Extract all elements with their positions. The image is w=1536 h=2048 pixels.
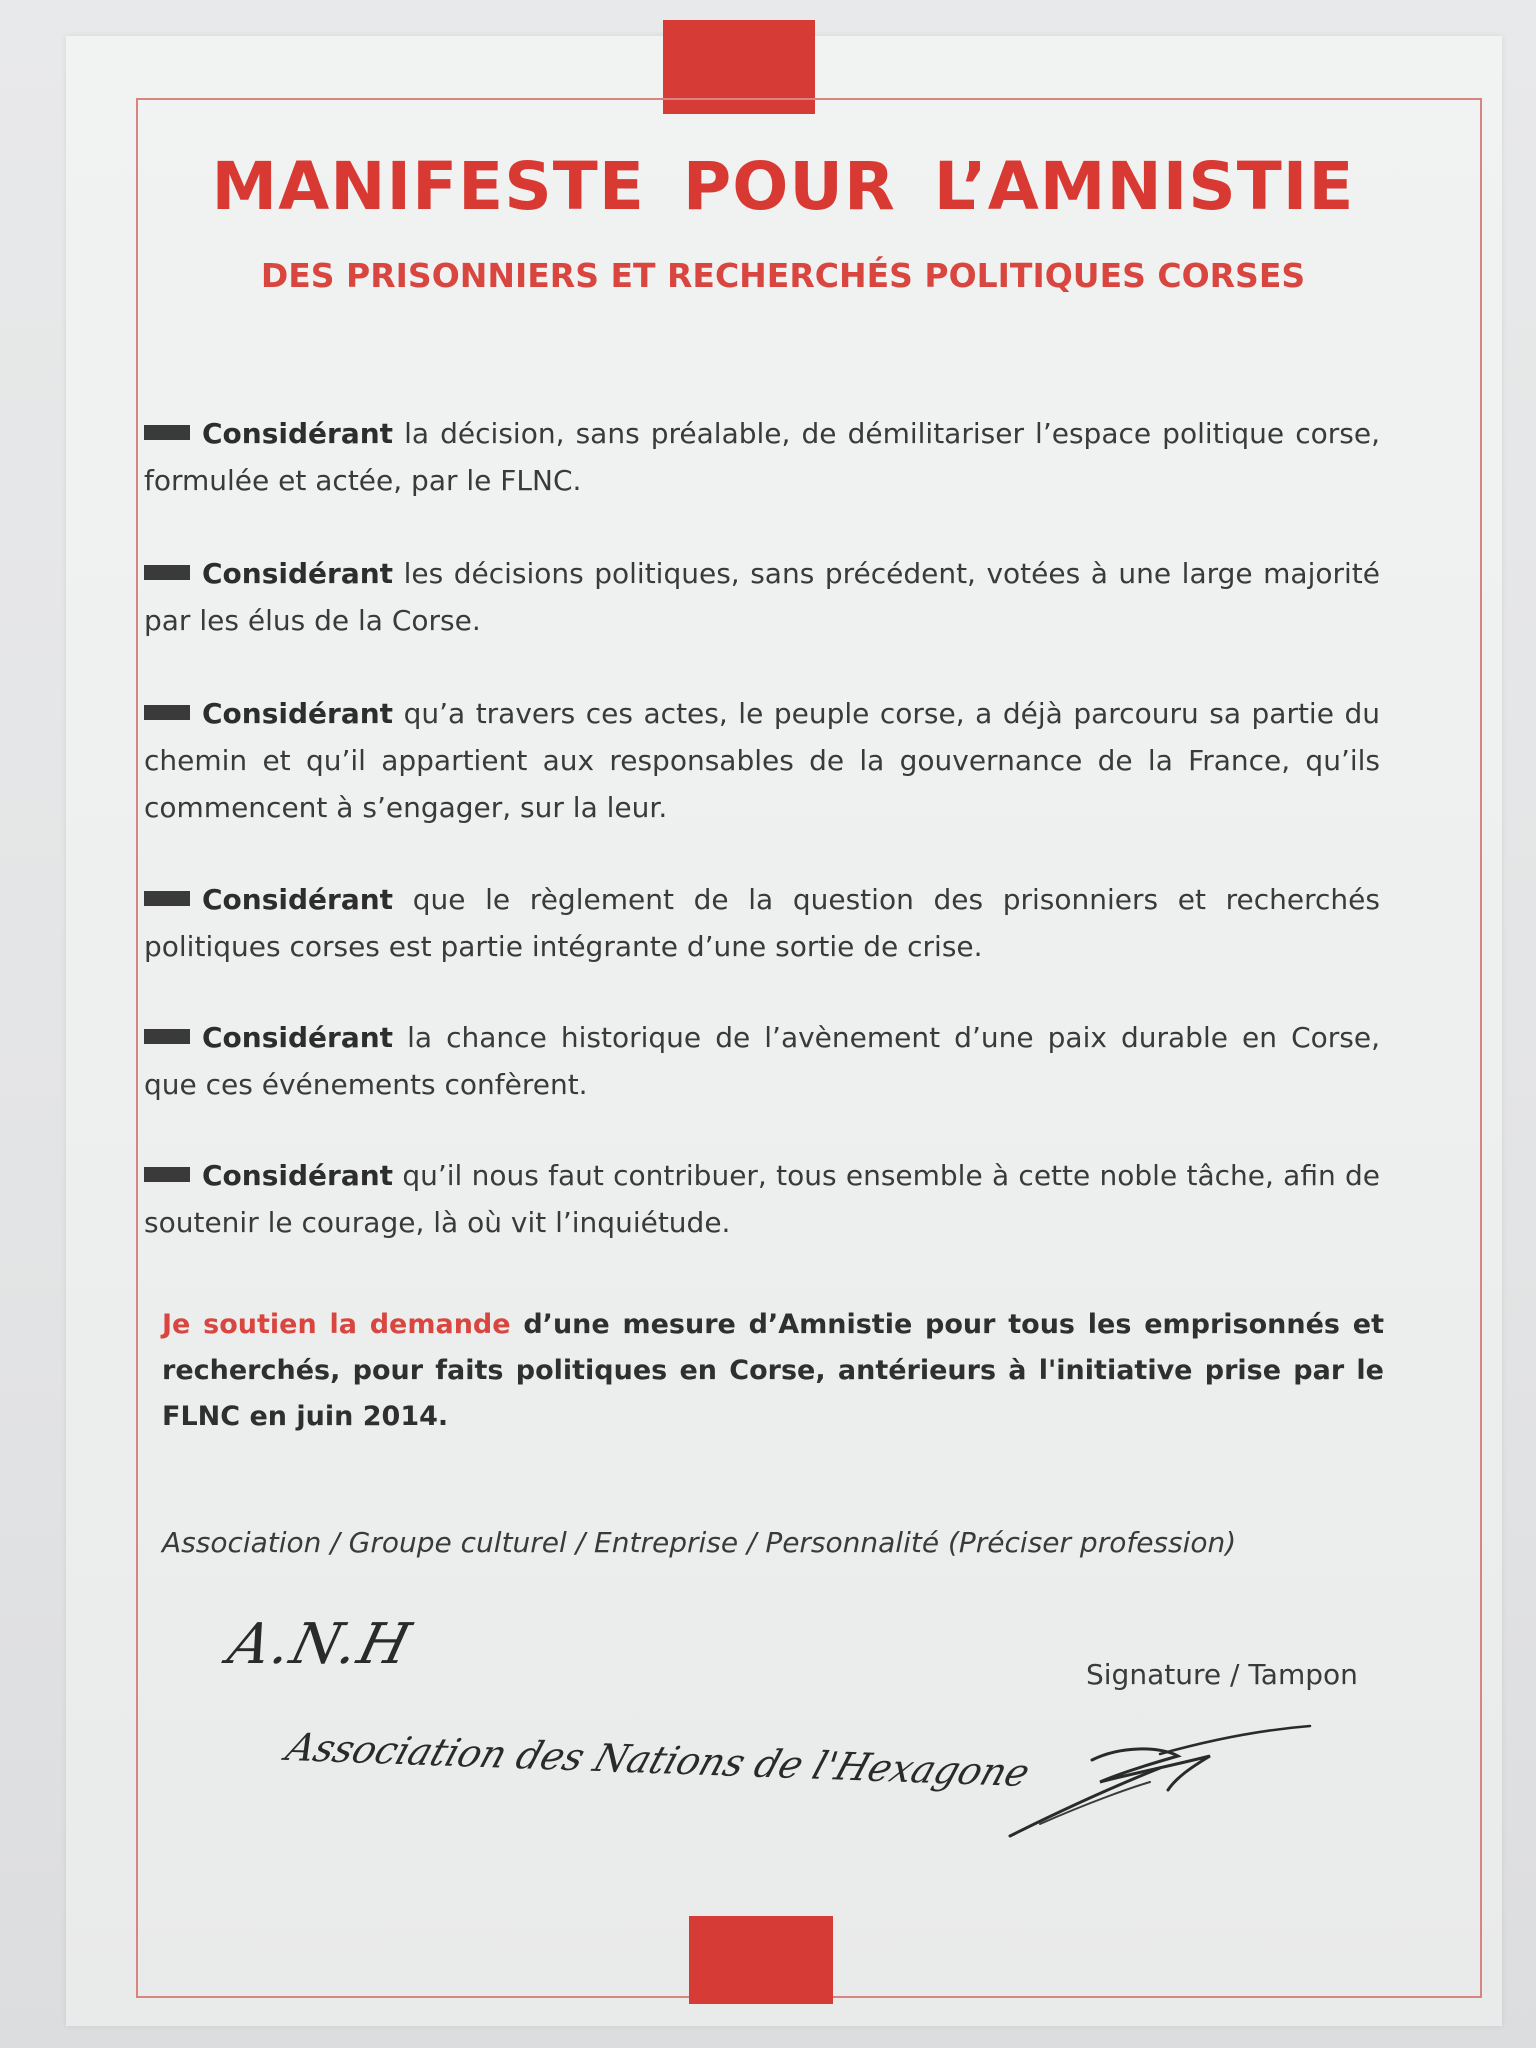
handwritten-signature — [1000, 1716, 1330, 1856]
handwritten-association-name: Association des Nations de l'Hexagone — [280, 1724, 1036, 1796]
paragraph-text: la chance historique de l’avènement d’une paix durable en Corse, que ces événements confèrent. — [144, 1021, 1380, 1101]
paragraph-lead: Considérant — [202, 1021, 394, 1054]
bullet-marker — [144, 1167, 190, 1182]
handwritten-initials: A.N.H — [221, 1612, 419, 1677]
paragraph-lead: Considérant — [202, 883, 394, 916]
amnesty-demand — [162, 1302, 1384, 1440]
considerant-paragraph-2 — [144, 550, 1380, 644]
paragraph-lead: Considérant — [202, 417, 394, 450]
paragraph-text: qu’a travers ces actes, le peuple corse, a déjà parcouru sa partie du chemin et qu’il appartient aux responsables de la gouvernance de la France, qu’ils commencent à s’engager, sur la leur. — [144, 697, 1380, 824]
signature-label: Signature / Tampon — [1086, 1658, 1358, 1691]
bullet-marker — [144, 425, 190, 440]
bullet-marker — [144, 1029, 190, 1044]
bullet-marker — [144, 705, 190, 720]
bullet-marker — [144, 891, 190, 906]
paragraph-lead: Considérant — [202, 1159, 394, 1192]
paragraph-lead: Considérant — [202, 557, 394, 590]
paragraph-text: les décisions politiques, sans précédent, votées à une large majorité par les élus de la Corse. — [144, 557, 1380, 637]
demand-text: d’une mesure d’Amnistie pour tous les emprisonnés et recherchés, pour faits politiques en Corse, antérieurs à l'initiative prise par le FLNC en juin 2014. — [162, 1309, 1384, 1432]
considerant-paragraph-6 — [144, 1152, 1380, 1246]
manifesto-sheet — [66, 36, 1502, 2026]
bullet-marker — [144, 565, 190, 580]
paragraph-text: que le règlement de la question des prisonniers et recherchés politiques corses est partie intégrante d’une sortie de crise. — [144, 883, 1380, 963]
bottom-red-tab — [689, 1916, 833, 2004]
considerant-paragraph-3 — [144, 690, 1380, 831]
organisation-line: Association / Groupe culturel / Entreprise / Personnalité (Préciser profession) — [162, 1526, 1237, 1559]
paragraph-text: qu’il nous faut contribuer, tous ensemble à cette noble tâche, afin de soutenir le courage, là où vit l’inquiétude. — [144, 1159, 1380, 1239]
considerant-paragraph-1 — [144, 410, 1380, 504]
paragraph-lead: Considérant — [202, 697, 394, 730]
considerant-paragraph-4 — [144, 876, 1380, 970]
manifesto-title: MANIFESTE POUR L’AMNISTIE — [211, 148, 1355, 225]
paragraph-text: la décision, sans préalable, de démilitariser l’espace politique corse, formulée et actée, par le FLNC. — [144, 417, 1380, 497]
manifesto-subtitle: DES PRISONNIERS ET RECHERCHÉS POLITIQUES CORSES — [260, 256, 1306, 295]
considerant-paragraph-5 — [144, 1014, 1380, 1108]
demand-lead: Je soutien la demande — [162, 1309, 511, 1340]
